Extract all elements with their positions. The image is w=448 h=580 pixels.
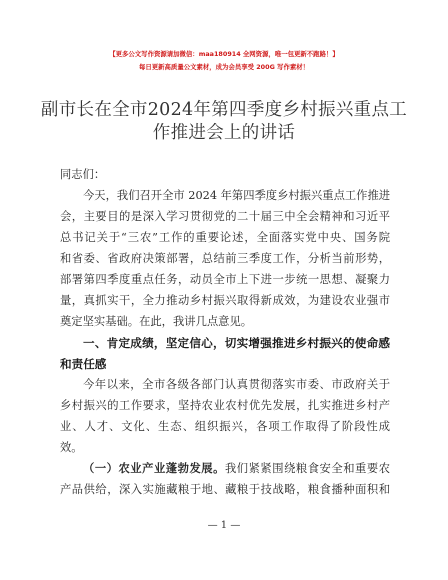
paragraph-3-line-1 bbox=[83, 462, 390, 476]
subsection-1-heading: （一）农业产业蓬勃发展。 bbox=[83, 462, 225, 475]
paragraph-1-line-6: 量，真抓实干，全力推动乡村振兴取得新成效，为建设农业强市 bbox=[60, 294, 390, 307]
paragraph-1-line-2: 会，主要目的是深入学习贯彻党的二十届三中全会精神和习近平 bbox=[60, 210, 390, 223]
paragraph-1-line-7: 奠定坚实基础。在此，我讲几点意见。 bbox=[60, 315, 253, 328]
paragraph-3-line-1-text: 我们紧紧围绕粮食安全和重要农 bbox=[224, 462, 390, 475]
promo-banner-line-2: 每日更新高质量公文素材，成为会员享受 200G 写作素材！ bbox=[138, 63, 310, 71]
paragraph-1-line-1: 今天，我们召开全市 2024 年第四季度乡村振兴重点工作推进 bbox=[83, 189, 391, 202]
paragraph-1-line-3: 总书记关于“三农”工作的重要论述，全面落实党中央、国务院 bbox=[60, 231, 390, 244]
paragraph-3-line-2: 产品供给，深入实施藏粮于地、藏粮于技战略，粮食播种面积和 bbox=[60, 483, 390, 496]
promo-banner-line-1: 【更多公文写作资源请加微信：maa180914 全网资源，唯一包更新不跑路！】 bbox=[109, 50, 339, 58]
page-number: — 1 — bbox=[207, 520, 241, 531]
paragraph-2-line-4: 效。 bbox=[60, 441, 83, 454]
section-1-heading-line-2: 和责任感 bbox=[60, 357, 107, 371]
document-title bbox=[40, 99, 408, 145]
paragraph-1-line-5: 部署第四季度重点任务，动员全市上下进一步统一思想、凝聚力 bbox=[60, 273, 390, 286]
paragraph-2-line-3: 业、人才、文化、生态、组织振兴，各项工作取得了阶段性成 bbox=[60, 420, 390, 433]
document-title-line-2: 作推进会上的讲话 bbox=[152, 123, 296, 143]
section-1-heading-line-1: 一、肯定成绩，坚定信心，切实增强推进乡村振兴的使命感 bbox=[83, 336, 390, 350]
document-title-line-1: 副市长在全市2024年第四季度乡村振兴重点工 bbox=[40, 100, 408, 120]
paragraph-2-line-2: 乡村振兴的工作要求，坚持农业农村优先发展，扎实推进乡村产 bbox=[60, 399, 390, 412]
salutation: 同志们： bbox=[60, 168, 106, 181]
paragraph-2-line-1: 今年以来，全市各级各部门认真贯彻落实市委、市政府关于 bbox=[83, 378, 390, 391]
paragraph-1-line-4: 和省委、省政府决策部署，总结前三季度工作，分析当前形势， bbox=[60, 252, 390, 265]
